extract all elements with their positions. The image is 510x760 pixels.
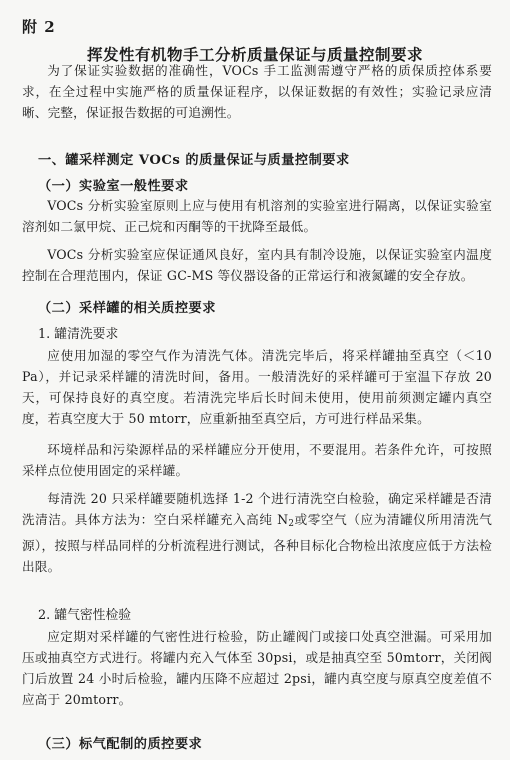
lab-isolation-paragraph: VOCs 分析实验室原则上应与使用有机溶剂的实验室进行隔离，以保证实验室溶剂如二氯甲烷、正己烷和丙酮等的干扰降至最低。	[22, 198, 492, 234]
item-1-heading: 1. 罐清洗要求	[38, 327, 119, 342]
cleaning-paragraph: 应使用加湿的零空气作为清洗气体。清洗完毕后，将采样罐抽至真空（＜10 Pa），并记录采样罐的清洗时间，备用。一般清洗好的采样罐可于室温下存放 20 天，可保持良好的真空度。若清洗完毕后长时间未使用，使用前须测定罐内真空度，若真空度大于 50 mtorr，应重新抽至真空后，方可进行样品采集。	[22, 348, 492, 426]
lab-ventilation-paragraph: VOCs 分析实验室应保证通风良好，室内具有制冷设施，以保证实验室内温度控制在合理范围内，保证 GC-MS 等仪器设备的正常运行和液氮罐的安全存放。	[22, 247, 492, 283]
airtightness-paragraph: 应定期对采样罐的气密性进行检验，防止罐阀门或接口处真空泄漏。可采用加压或抽真空方式进行。将罐内充入气体至 30psi，或是抽真空至 50mtorr，关闭阀门后放置 24 小时后检验，罐内压降不应超过 2psi，罐内真空度与原真空度差值不应高于 20mtorr。	[22, 629, 492, 707]
item-2-heading: 2. 罐气密性检验	[38, 608, 132, 623]
document-title: 挥发性有机物手工分析质量保证与质量控制要求	[86, 45, 423, 64]
blank-test-paragraph	[22, 488, 492, 577]
blank-test-text-b: 或零空气（应为清罐仪所用清洗气源），按照与样品同样的分析流程进行测试，各种目标化合物检出浓度应低于方法检出限。	[22, 512, 492, 574]
nitrogen-subscript: 2	[288, 518, 295, 529]
sample-canister-paragraph: 环境样品和污染源样品的采样罐应分开使用，不要混用。若条件允许，可按照采样点位使用固定的采样罐。	[22, 442, 492, 478]
subsection-2-heading: （二）采样罐的相关质控要求	[38, 301, 216, 316]
annex-label: 附 2	[22, 18, 56, 36]
intro-paragraph: 为了保证实验数据的准确性，VOCs 手工监测需遵守严格的质保质控体系要求，在全过程中实施严格的质量保证程序，以保证数据的有效性；实验记录应清晰、完整，保证报告数据的可追溯性。	[22, 63, 492, 120]
blank-test-text-a: 每清洗 20 只采样罐要随机选择 1-2 个进行清洗空白检验，确定采样罐是否清洗清洁。具体方法为：空白采样罐充入高纯 N	[22, 491, 492, 527]
subsection-1-heading: （一）实验室一般性要求	[38, 179, 189, 194]
section-1-heading: 一、罐采样测定 VOCs 的质量保证与质量控制要求	[38, 153, 350, 168]
subsection-3-heading: （三）标气配制的质控要求	[38, 737, 203, 752]
